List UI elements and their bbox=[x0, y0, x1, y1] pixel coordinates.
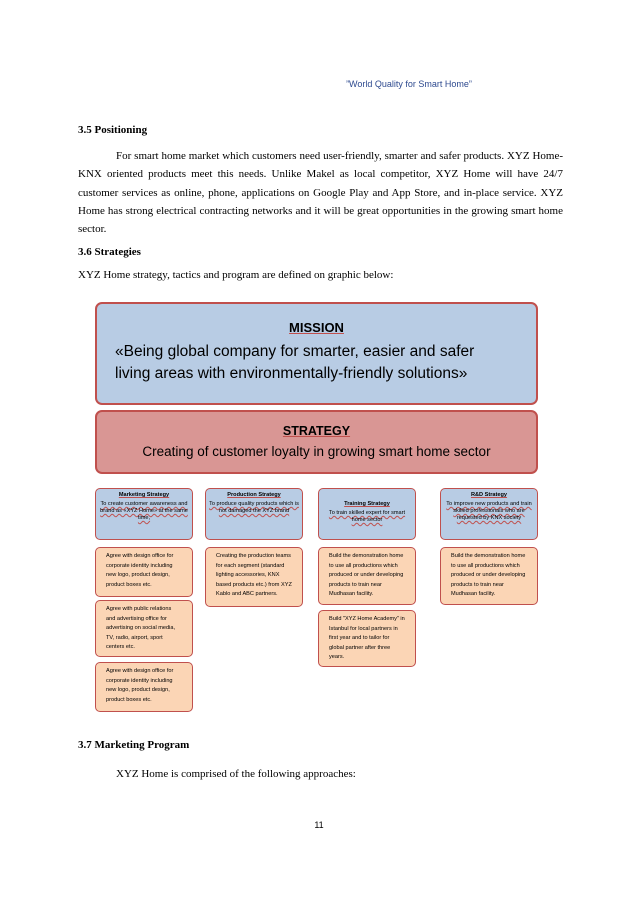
strategy-title: STRATEGY bbox=[282, 424, 351, 438]
mission-box bbox=[95, 302, 538, 405]
rnd-strategy-title: R&D Strategy bbox=[470, 492, 508, 498]
production-strategy-box bbox=[205, 488, 303, 540]
rnd-action-1: Build the demonstration home to use all productions which produced or under developing products to train near Mudhasan facility. bbox=[440, 547, 538, 605]
training-strategy-title: Training Strategy bbox=[344, 501, 390, 507]
positioning-paragraph: For smart home market which customers need user-friendly, smarter and safer products. XYZ Home-KNX oriented products meet this needs. Unlike Makel as local competitor, XYZ Home will have 24/7 customer services as online, phone, applications on Google Play and App Store, and in-place service. XYZ Home has strong electrical contracting networks and it will be great opportunities in the growing smart home sector. bbox=[78, 150, 563, 236]
page-number: 11 bbox=[314, 820, 324, 830]
mission-line-2: living areas with environmentally-friendly solutions» bbox=[115, 365, 468, 382]
marketing-program-paragraph: XYZ Home is comprised of the following approaches: bbox=[116, 768, 356, 780]
marketing-action-1: Agree with design office for corporate identity including new logo, product design, product boxes etc. bbox=[95, 547, 193, 597]
marketing-strategy-title: Marketing Strategy bbox=[118, 492, 170, 498]
mission-title: MISSION bbox=[289, 320, 344, 335]
strategy-text: Creating of customer loyalty in growing smart home sector bbox=[142, 444, 491, 459]
training-action-2: Build "XYZ Home Academy" in Istanbul for local partners in first year and to tailor for global partner after three years. bbox=[318, 610, 416, 667]
section-heading-marketing-program: 3.7 Marketing Program bbox=[78, 739, 190, 751]
running-header: ”World Quality for Smart Home” bbox=[346, 79, 472, 89]
mission-line-1: «Being global company for smarter, easier and safer bbox=[115, 343, 475, 360]
production-strategy-desc: To produce quality products which is not damaged the XYZ brand bbox=[209, 501, 299, 514]
marketing-strategy-box bbox=[95, 488, 193, 540]
marketing-action-2: Agree with public relations and advertising office for advertising on social media, TV, radio, airport, sport centers etc. bbox=[95, 600, 193, 657]
production-action-1: Creating the production teams for each segment (standard lighting accessories, KNX based products etc.) from XYZ Kablo and ABC partners. bbox=[205, 547, 303, 607]
rnd-strategy-box bbox=[440, 488, 538, 540]
training-strategy-desc: To train skilled expert for smart home sector bbox=[328, 510, 406, 523]
marketing-action-3: Agree with design office for corporate identity including new logo, product design, product boxes etc. bbox=[95, 662, 193, 712]
strategies-paragraph: XYZ Home strategy, tactics and program are defined on graphic below: bbox=[78, 269, 394, 281]
strategy-box bbox=[95, 410, 538, 474]
section-heading-strategies: 3.6 Strategies bbox=[78, 246, 141, 258]
rnd-strategy-desc: To improve new products and train skilled professionals who are requested by KNX society bbox=[446, 501, 532, 521]
marketing-strategy-desc: To create customer awareness and brand as «XYZ Home» at the same time, bbox=[100, 501, 188, 521]
production-strategy-title: Production Strategy bbox=[227, 492, 281, 498]
section-heading-positioning: 3.5 Positioning bbox=[78, 124, 148, 136]
training-action-1: Build the demonstration home to use all productions which produced or under developing products to train near Mudhasan facility. bbox=[318, 547, 416, 605]
training-strategy-box bbox=[318, 488, 416, 540]
